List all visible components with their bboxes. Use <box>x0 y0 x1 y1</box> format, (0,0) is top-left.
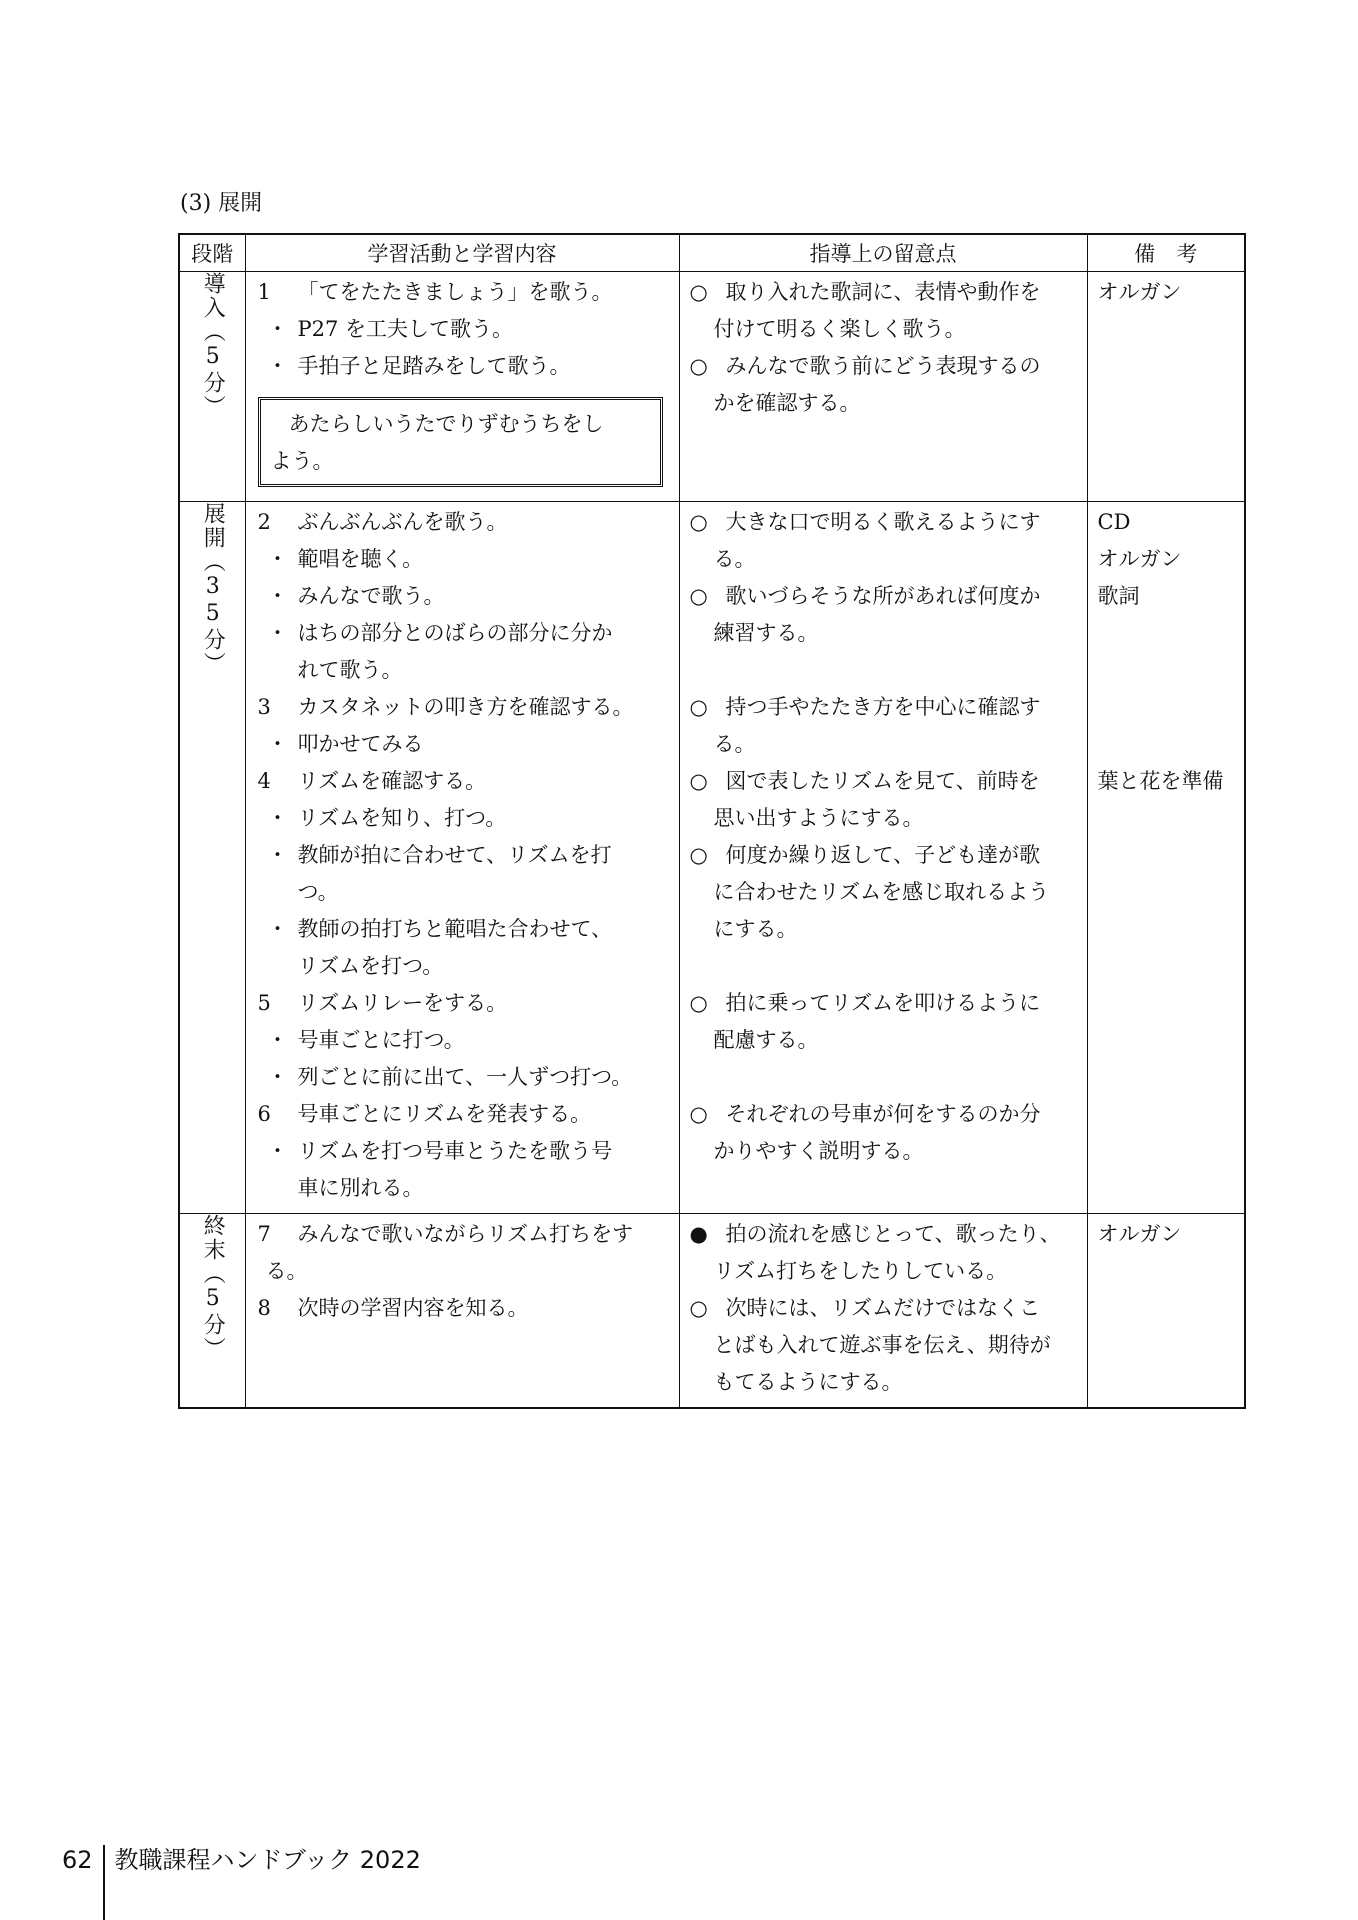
bullet-continuation: つ。 <box>297 880 339 904</box>
bullet-dot: ・ <box>267 1065 288 1089</box>
bullet-text: 教師の拍打ちと範唱た合わせて、 <box>297 917 613 941</box>
note-mark: ○ <box>689 354 708 378</box>
notes-cell-intro <box>679 272 1087 502</box>
note-item <box>690 985 1081 1022</box>
note-item <box>690 1290 1081 1327</box>
activity-number: 2 <box>257 510 271 534</box>
note-text: みんなで歌う前にどう表現するの <box>725 354 1041 378</box>
stage-development: 展開（35分） <box>200 502 226 676</box>
activity-number: 6 <box>257 1102 271 1126</box>
note-text: 図で表したリズムを見て、前時を <box>725 769 1040 793</box>
note-item <box>690 1096 1081 1133</box>
note-continuation: かを確認する。 <box>713 391 861 415</box>
bullet-text: 叩かせてみる <box>297 732 424 756</box>
song-line: あたらしいうたでりずむうちをし <box>288 412 604 436</box>
activity-bullet <box>258 837 671 874</box>
activity-text: ぶんぶんぶんを歌う。 <box>297 510 508 534</box>
note-mark: ○ <box>689 843 708 867</box>
note-item <box>690 578 1081 615</box>
note-continuation: に合わせたリズムを感じ取れるよう <box>713 880 1050 904</box>
note-continuation: かりやすく説明する。 <box>713 1139 924 1163</box>
activity-bullet <box>258 1022 671 1059</box>
note-item <box>690 274 1081 311</box>
activity-text: カスタネットの叩き方を確認する。 <box>297 695 634 719</box>
remark-spacer <box>1098 689 1239 726</box>
note-text: 次時には、リズムだけではなくこ <box>725 1296 1041 1320</box>
activity-item <box>258 1216 671 1253</box>
note-continuation: 練習する。 <box>713 621 819 645</box>
note-mark: ○ <box>689 510 708 534</box>
remark: オルガン <box>1097 1222 1182 1246</box>
note-mark: ○ <box>689 695 708 719</box>
bullet-dot: ・ <box>267 806 288 830</box>
activity-continuation: る。 <box>265 1259 308 1283</box>
activity-bullet <box>258 348 671 385</box>
stage-end: 終末（5分） <box>200 1214 226 1361</box>
notes-cell-development <box>679 502 1087 1214</box>
activity-number: 1 <box>257 280 271 304</box>
activity-item <box>258 689 671 726</box>
bullet-text: P27 を工夫して歌う。 <box>297 317 514 341</box>
remark-spacer <box>1098 726 1239 763</box>
song-line: よう。 <box>270 449 334 473</box>
header-notes: 指導上の留意点 <box>679 234 1087 272</box>
table-row-intro <box>179 272 1245 502</box>
note-continuation: もてるようにする。 <box>713 1370 903 1394</box>
remark: オルガン <box>1097 547 1182 571</box>
stage-end-cell <box>179 1214 245 1409</box>
activity-cell-intro <box>245 272 679 502</box>
note-continuation: 付けて明るく楽しく歌う。 <box>713 317 966 341</box>
activity-bullet <box>258 1133 671 1170</box>
note-mark: ○ <box>689 991 708 1015</box>
activity-bullet <box>258 615 671 652</box>
bullet-text: 教師が拍に合わせて、リズムを打 <box>297 843 612 867</box>
bullet-dot: ・ <box>267 621 288 645</box>
bullet-dot: ・ <box>267 547 288 571</box>
notes-cell-end <box>679 1214 1087 1409</box>
bullet-continuation: リズムを打つ。 <box>297 954 444 978</box>
bullet-dot: ・ <box>267 1139 288 1163</box>
note-mark: ● <box>689 1222 708 1246</box>
table-row-development <box>179 502 1245 1214</box>
bullet-dot: ・ <box>267 354 288 378</box>
header-activity: 学習活動と学習内容 <box>245 234 679 272</box>
note-mark: ○ <box>689 584 708 608</box>
activity-item <box>258 1096 671 1133</box>
note-text: 拍に乗ってリズムを叩けるように <box>725 991 1041 1015</box>
bullet-text: 号車ごとに打つ。 <box>297 1028 465 1052</box>
note-continuation: にする。 <box>713 917 798 941</box>
bullet-dot: ・ <box>267 584 288 608</box>
activity-item <box>258 274 671 311</box>
activity-bullet <box>258 726 671 763</box>
activity-bullet <box>258 911 671 948</box>
activity-text: リズムを確認する。 <box>297 769 487 793</box>
stage-intro-cell <box>179 272 245 502</box>
activity-item <box>258 763 671 800</box>
note-continuation: 配慮する。 <box>713 1028 819 1052</box>
note-item <box>690 1216 1081 1253</box>
bullet-text: 列ごとに前に出て、一人ずつ打つ。 <box>297 1065 633 1089</box>
bullet-text: リズムを知り、打つ。 <box>297 806 507 830</box>
note-spacer <box>690 652 1081 689</box>
bullet-dot: ・ <box>267 917 288 941</box>
bullet-text: リズムを打つ号車とうたを歌う号 <box>297 1139 613 1163</box>
note-continuation: リズム打ちをしたりしている。 <box>713 1259 1008 1283</box>
note-text: 拍の流れを感じとって、歌ったり、 <box>725 1222 1061 1246</box>
bullet-continuation: れて歌う。 <box>297 658 403 682</box>
remark-spacer <box>1098 652 1239 689</box>
note-mark: ○ <box>689 280 708 304</box>
note-text: 何度か繰り返して、子ども達が歌 <box>725 843 1041 867</box>
activity-text: リズムリレーをする。 <box>297 991 508 1015</box>
page-footer <box>62 1845 421 1920</box>
remark: オルガン <box>1097 280 1182 304</box>
activity-text: 号車ごとにリズムを発表する。 <box>297 1102 592 1126</box>
page-number: 62 <box>62 1845 105 1920</box>
lesson-plan-table <box>178 233 1246 1409</box>
bullet-dot: ・ <box>267 1028 288 1052</box>
note-continuation: 思い出すようにする。 <box>713 806 924 830</box>
note-mark: ○ <box>689 769 708 793</box>
remark: 歌詞 <box>1097 584 1140 608</box>
bullet-text: はちの部分とのばらの部分に分か <box>297 621 613 645</box>
header-stage: 段階 <box>179 234 245 272</box>
bullet-text: みんなで歌う。 <box>297 584 445 608</box>
note-text: 大きな口で明るく歌えるようにす <box>725 510 1041 534</box>
note-continuation: る。 <box>713 732 756 756</box>
remarks-cell-intro <box>1087 272 1245 502</box>
bullet-dot: ・ <box>267 732 288 756</box>
bullet-dot: ・ <box>267 317 288 341</box>
activity-cell-end <box>245 1214 679 1409</box>
remarks-cell-development <box>1087 502 1245 1214</box>
stage-dev-cell <box>179 502 245 1214</box>
bullet-dot: ・ <box>267 843 288 867</box>
note-item <box>690 689 1081 726</box>
note-continuation: とばも入れて遊ぶ事を伝え、期待が <box>713 1333 1051 1357</box>
note-mark: ○ <box>689 1296 708 1320</box>
activity-text: みんなで歌いながらリズム打ちをす <box>297 1222 634 1246</box>
note-spacer <box>690 948 1081 985</box>
remark: CD <box>1097 510 1131 534</box>
note-item <box>690 504 1081 541</box>
note-item <box>690 348 1081 385</box>
note-item <box>690 837 1081 874</box>
activity-text: 次時の学習内容を知る。 <box>297 1296 529 1320</box>
note-continuation: る。 <box>713 547 756 571</box>
activity-number: 8 <box>257 1296 271 1320</box>
note-text: 取り入れた歌詞に、表情や動作を <box>725 280 1041 304</box>
bullet-text: 範唱を聴く。 <box>297 547 424 571</box>
activity-bullet <box>258 578 671 615</box>
activity-item <box>258 985 671 1022</box>
song-lyrics-box <box>258 397 663 487</box>
bullet-text: 手拍子と足踏みをして歌う。 <box>297 354 571 378</box>
activity-text: 「てをたたきましょう」を歌う。 <box>297 280 613 304</box>
activity-cell-development <box>245 502 679 1214</box>
table-header-row <box>179 234 1245 272</box>
header-remarks: 備 考 <box>1087 234 1245 272</box>
note-text: それぞれの号車が何をするのか分 <box>725 1102 1041 1126</box>
section-title: (3) 展開 <box>180 191 263 216</box>
book-title: 教職課程ハンドブック 2022 <box>114 1846 421 1874</box>
note-text: 歌いづらそうな所があれば何度か <box>725 584 1041 608</box>
remark-spacer <box>1098 615 1239 652</box>
activity-number: 4 <box>257 769 271 793</box>
activity-item <box>258 1290 671 1327</box>
stage-intro: 導入（5分） <box>200 272 226 419</box>
activity-item <box>258 504 671 541</box>
activity-number: 7 <box>257 1222 271 1246</box>
remark: 葉と花を準備 <box>1097 769 1224 793</box>
activity-bullet <box>258 1059 671 1096</box>
activity-number: 3 <box>257 695 271 719</box>
note-item <box>690 763 1081 800</box>
bullet-continuation: 車に別れる。 <box>297 1176 424 1200</box>
remarks-cell-end <box>1087 1214 1245 1409</box>
activity-bullet <box>258 800 671 837</box>
table-row-end <box>179 1214 1245 1409</box>
note-spacer <box>690 1059 1081 1096</box>
activity-number: 5 <box>257 991 271 1015</box>
activity-bullet <box>258 311 671 348</box>
note-mark: ○ <box>689 1102 708 1126</box>
activity-bullet <box>258 541 671 578</box>
note-text: 持つ手やたたき方を中心に確認す <box>725 695 1041 719</box>
